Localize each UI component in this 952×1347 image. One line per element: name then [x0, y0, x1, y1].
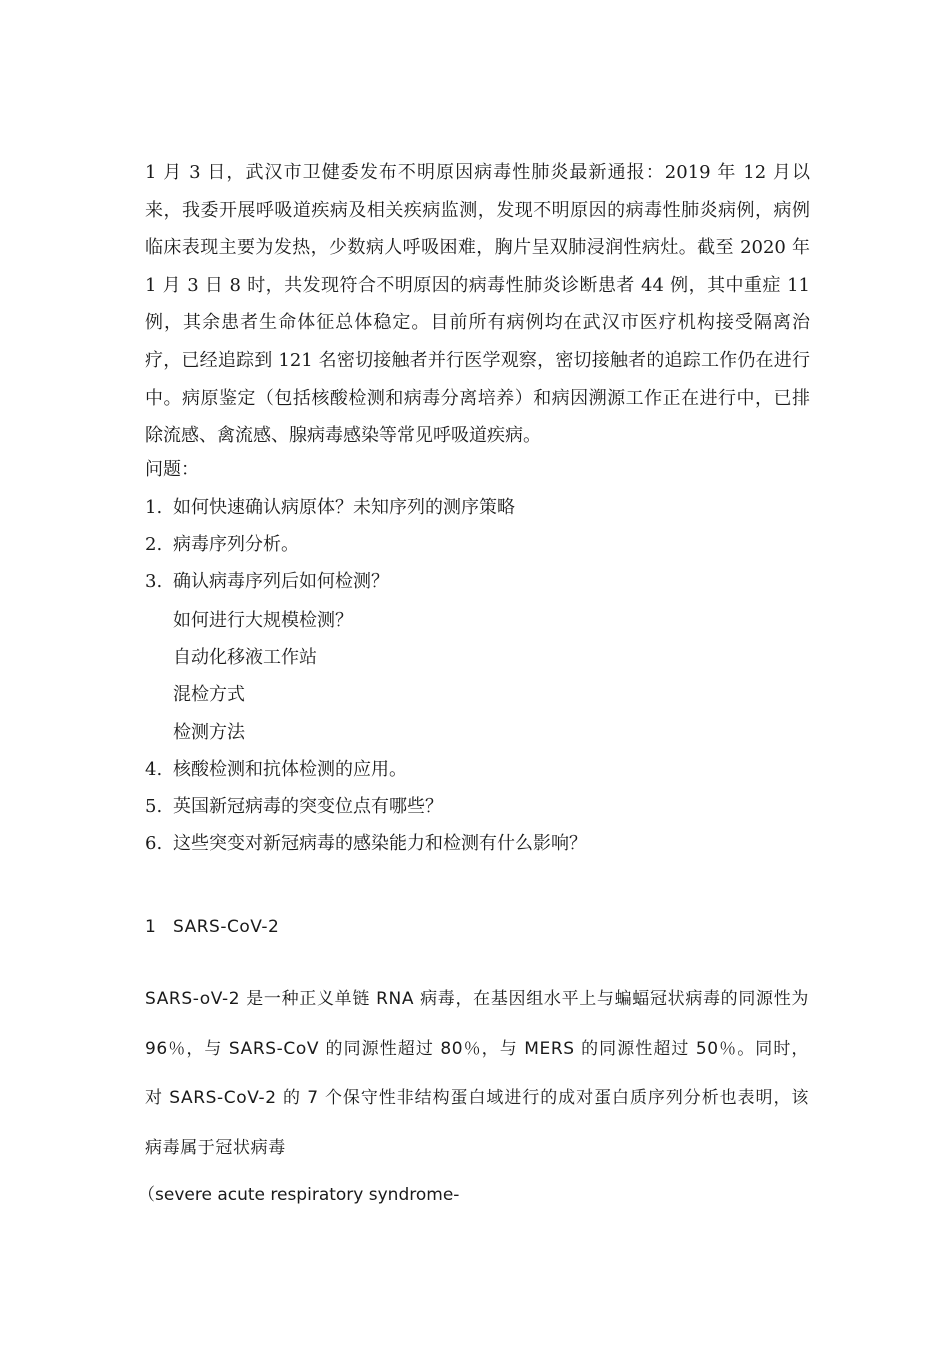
question-item: [145, 755, 407, 785]
question-number: 2.: [145, 534, 163, 555]
question-number: 5.: [145, 796, 163, 817]
question-item: [145, 493, 515, 523]
question-text: 病毒序列分析。: [173, 534, 299, 555]
sub-item: 自动化移液工作站: [173, 647, 317, 668]
continued-paragraph: （severe acute respiratory syndrome-: [138, 1185, 460, 1205]
question-item: [145, 829, 587, 859]
question-number: 3.: [145, 571, 163, 592]
question-text: 这些突变对新冠病毒的感染能力和检测有什么影响？: [173, 833, 587, 854]
question-number: 4.: [145, 759, 163, 780]
question-item: [145, 567, 389, 597]
section-title: SARS-CoV-2: [173, 917, 280, 937]
question-text: 英国新冠病毒的突变位点有哪些？: [173, 796, 443, 817]
question-number: 6.: [145, 833, 163, 854]
sub-item: 检测方法: [173, 722, 245, 743]
question-item: [145, 530, 299, 560]
question-text: 如何快速确认病原体？未知序列的测序策略: [173, 497, 515, 518]
report-paragraph: 1 月 3 日，武汉市卫健委发布不明原因病毒性肺炎最新通报：2019 年 12 月以来，我委开展呼吸道疾病及相关疾病监测，发现不明原因的病毒性肺炎病例，病例临床表现主要为发热，少数病人呼吸困难，胸片呈双肺浸润性病灶。截至 2020 年 1 月 3 日 8 时，共发现符合不明原因的病毒性肺炎诊断患者 44 例，其中重症 11 例，其余患者生命体征总体稳定。目前所有病例均在武汉市医疗机构接受隔离治疗，已经追踪到 121 名密切接触者并行医学观察，密切接触者的追踪工作仍在进行中。病原鉴定（包括核酸检测和病毒分离培养）和病因溯源工作正在进行中，已排除流感、禽流感、腺病毒感染等常见呼吸道疾病。: [145, 162, 810, 447]
question-text: 确认病毒序列后如何检测？: [173, 571, 389, 592]
questions-heading: 问题：: [145, 459, 199, 480]
question-item: [145, 792, 443, 822]
sars-cov-2-paragraph: SARS-oV-2 是一种正义单链 RNA 病毒，在基因组水平上与蝙蝠冠状病毒的同源性为 96％，与 SARS-CoV 的同源性超过 80％，与 MERS 的同源性超过 50％。同时，对 SARS-CoV-2 的 7 个保守性非结构蛋白域进行的成对蛋白质序列分析也表明，该病毒属于冠状病毒: [145, 989, 809, 1158]
question-number: 1.: [145, 497, 163, 518]
section-heading: [145, 912, 279, 942]
sub-item: 如何进行大规模检测？: [173, 610, 353, 631]
sub-item: 混检方式: [173, 684, 245, 705]
question-text: 核酸检测和抗体检测的应用。: [173, 759, 407, 780]
section-number: 1: [145, 917, 157, 937]
